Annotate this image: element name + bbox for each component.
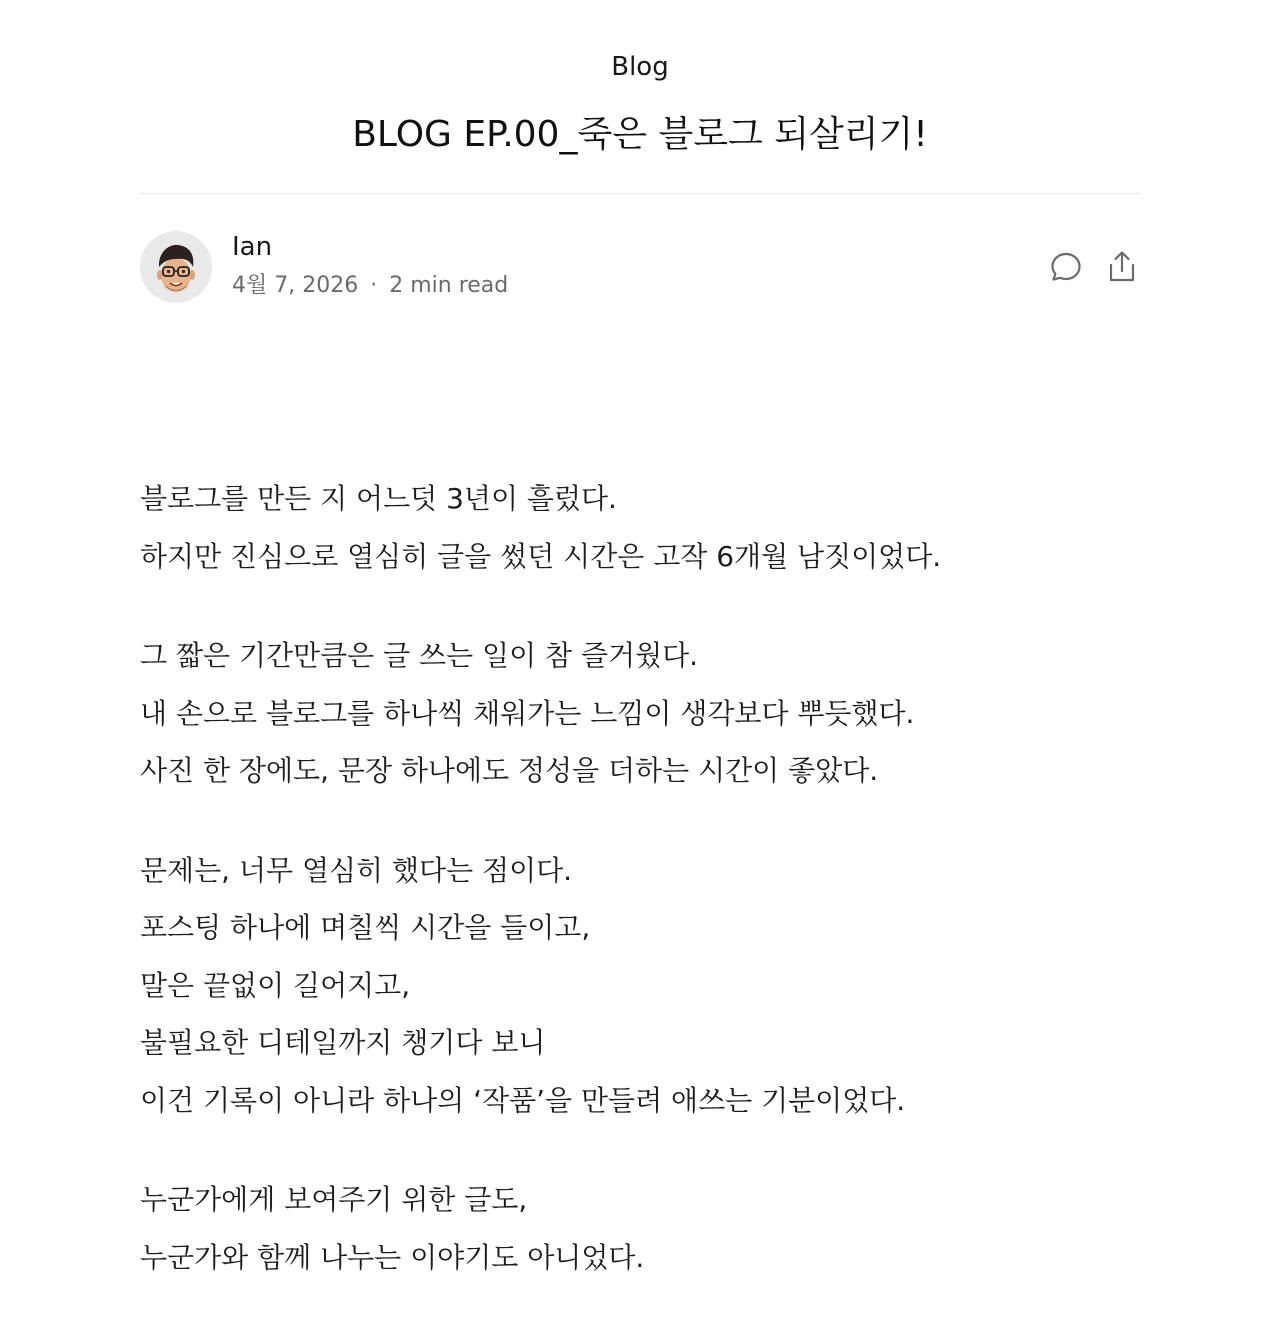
paragraph-line: 말은 끝없이 길어지고, <box>140 968 411 1002</box>
paragraph-line: 문제는, 너무 열심히 했다는 점이다. <box>140 853 573 887</box>
paragraph-line: 이건 기록이 아니라 하나의 ‘작품’을 만들려 애쓰는 기분이었다. <box>140 1083 906 1117</box>
paragraph-line: 블로그를 만든 지 어느덧 3년이 흘렀다. <box>140 482 617 515</box>
paragraph <box>140 1171 1140 1286</box>
paragraph <box>140 842 1140 1130</box>
share-button[interactable] <box>1104 249 1140 285</box>
article-body <box>140 470 1140 1328</box>
paragraph <box>140 470 1140 585</box>
paragraph-line: 사진 한 장에도, 문장 하나에도 정성을 더하는 시간이 좋았다. <box>140 754 879 787</box>
post-meta <box>232 271 508 301</box>
author-name[interactable]: Ian <box>232 232 273 262</box>
read-time: 2 min read <box>389 273 509 298</box>
post-title: BLOG EP.00_죽은 블로그 되살리기! <box>352 114 928 155</box>
paragraph-line: 누군가와 함께 나누는 이야기도 아니었다. <box>140 1240 645 1274</box>
paragraph <box>140 627 1140 800</box>
paragraph-line: 내 손으로 블로그를 하나씩 채워가는 느낌이 생각보다 뿌듯했다. <box>140 696 915 730</box>
category-label[interactable]: Blog <box>611 52 669 82</box>
comment-button[interactable] <box>1048 249 1084 285</box>
header-divider <box>140 193 1140 194</box>
paragraph-line: 그 짧은 기간만큼은 글 쓰는 일이 참 즐거웠다. <box>140 639 699 672</box>
comment-icon <box>1048 249 1084 285</box>
memoji-avatar-icon[interactable] <box>140 231 212 303</box>
meta-separator: · <box>370 273 378 298</box>
paragraph-line: 누군가에게 보여주기 위한 글도, <box>140 1183 528 1216</box>
paragraph-line: 포스팅 하나에 며칠씩 시간을 들이고, <box>140 911 591 944</box>
publish-date: 4월 7, 2026 <box>232 273 359 298</box>
share-icon <box>1104 249 1140 285</box>
author-row <box>140 231 1140 303</box>
paragraph-line: 하지만 진심으로 열심히 글을 썼던 시간은 고작 6개월 남짓이었다. <box>140 539 942 573</box>
paragraph-line: 불필요한 디테일까지 챙기다 보니 <box>140 1026 546 1059</box>
